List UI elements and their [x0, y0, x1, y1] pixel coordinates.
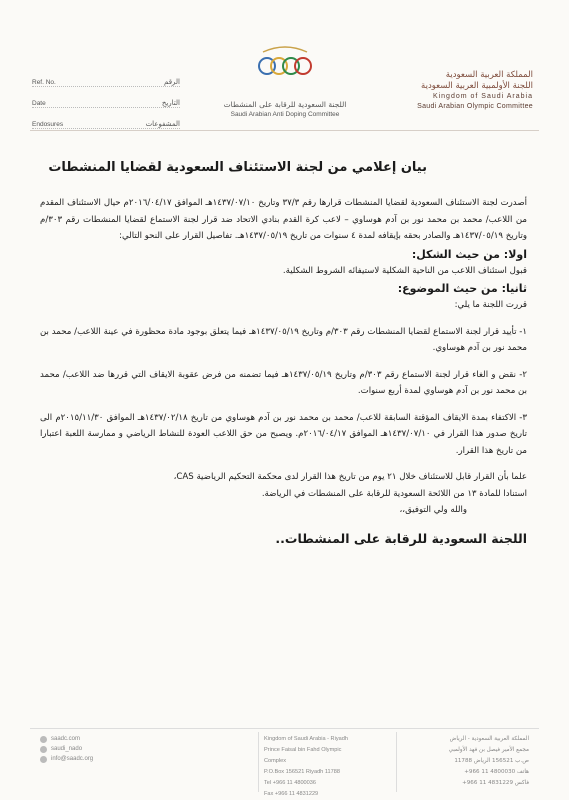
address-ar-line: المملكة العربية السعودية - الرياض: [449, 736, 529, 742]
olympic-committee-ar: اللجنة الأولمبية العربية السعودية: [421, 81, 533, 91]
address-en-line: Kingdom of Saudi Arabia - Riyadh: [264, 736, 348, 742]
signature-line: اللجنة السعودية للرقابة على المنشطات..: [275, 530, 527, 546]
reference-box: [32, 70, 180, 133]
address-ar-line: فاكس 4831229 11 966+: [462, 780, 529, 786]
olympic-committee-en: Saudi Arabian Olympic Committee: [417, 103, 533, 110]
committee-name-ar: اللجنة السعودية للرقابة على المنشطات: [223, 100, 347, 109]
ref-row: [32, 70, 180, 87]
globe-icon: [40, 736, 47, 743]
address-en-line: Fax +966 11 4831229: [264, 791, 319, 797]
email-row: [40, 754, 150, 764]
address-en-line: Tel +966 11 4800036: [264, 780, 316, 786]
website-row: [40, 734, 150, 744]
address-en-line: Prince Faisal bin Fahd Olympic Complex: [264, 747, 342, 764]
address-ar-line: ص.ب 156521 الرياض 11788: [454, 758, 529, 764]
footer-address-en: [264, 734, 364, 800]
organization-header: [363, 70, 533, 112]
address-ar-line: هاتف 4800030 11 966+: [464, 769, 529, 775]
footer-divider: [30, 728, 539, 729]
statement-title: بيان إعلامي من لجنة الاستئناف السعودية لقضايا المنشطات: [48, 160, 427, 175]
ref-label-ar: الرقم: [164, 78, 180, 86]
footer-separator: [258, 732, 259, 792]
footer-contact: [40, 734, 150, 764]
committee-logo-icon: [253, 44, 317, 84]
twitter-row: [40, 744, 150, 754]
email-link[interactable]: info@saadc.org: [51, 756, 94, 762]
date-label-en: Date: [32, 100, 46, 107]
appeal-note: علما بأن القرار قابل للاستئناف خلال ٢١ يوم من تاريخ هذا القرار لدى محكمة التحكيم الرياضية CAS،: [173, 472, 527, 482]
enclosures-label-ar: المشفوعات: [145, 120, 180, 128]
statement-body: [40, 160, 527, 546]
decision-intro: قررت اللجنة ما يلي:: [454, 300, 527, 310]
enclosures-label-en: Endosures: [32, 121, 64, 128]
intro-paragraph: أصدرت لجنة الاستئناف السعودية لقضايا المنشطات قرارها رقم ٣٧/٣ وتاريخ ١٤٣٧/٠٧/١٠هـ الموافق ٢٠١٦/٠٤/١٧م حيال الاستئناف المقدم من اللاعب/ محمد بن محمد نور بن آدم هوساوي – لاعب كرة القدم بنادي الاتحاد ضد قرار لجنة الاستماع لقضايا المنشطات رقم ٣٠٣/م وتاريخ ١٤٣٧/٠٥/١٩هـ والصادر بحقه بإيقافه لمدة ٤ سنوات من تاريخ ١٤٣٧/٠٥/١٩هـ. تفاصيل القرار على النحو التالي:: [40, 198, 527, 241]
legal-basis-note: استنادا للمادة ١٣ من اللائحة السعودية للرقابة على المنشطات في الرياضة.: [261, 488, 527, 499]
decision-item-2: ٢- نقض و الغاء قرار لجنة الاستماع رقم ٣٠٣/م وتاريخ ١٤٣٧/٠٥/١٩هـ فيما تضمنه من فرض عقوبة الايقاف التي قررها ضد اللاعب/ محمد بن محمد نور بن آدم هوساوي لمدة أربع سنوات.: [40, 369, 528, 396]
committee-caption: [190, 100, 380, 119]
decision-item-3: ٣- الاكتفاء بمدة الايقاف المؤقتة السابقة للاعب/ محمد بن محمد نور بن آدم هوساوي من تاريخ ١٤٣٧/٠٢/١٨هـ الموافق ٢٠١٥/١١/٣٠م الى تاريخ صدور هذا القرار في ١٤٣٧/٠٧/١٠هـ الموافق ٢٠١٦/٠٤/١٧م. ويصبح من حق اللاعب العودة للنشاط الرياضي و ممارسة اللعبة اعتبارا من تاريخ هذا القرار.: [40, 412, 528, 456]
website-link[interactable]: saadc.com: [51, 736, 81, 742]
kingdom-name-en: Kingdom of Saudi Arabia: [432, 93, 533, 100]
email-icon: [40, 756, 47, 763]
footer-address-ar: [399, 734, 529, 789]
form-paragraph: قبول استئناف اللاعب من الناحية الشكلية لاستيفائه الشروط الشكلية.: [282, 265, 527, 276]
header-divider: [30, 130, 539, 131]
date-row: [32, 91, 180, 108]
enclosures-row: [32, 112, 180, 129]
kingdom-name-ar: المملكة العربية السعودية: [445, 70, 533, 80]
twitter-handle[interactable]: saudi_nado: [51, 746, 83, 752]
section-heading-form: اولا: من حيث الشكل:: [411, 247, 527, 261]
committee-name-en: Saudi Arabian Anti Doping Committee: [230, 111, 340, 118]
ref-label-en: Ref. No.: [32, 79, 56, 86]
address-ar-line: مجمع الأمير فيصل بن فهد الأولمبي: [448, 747, 529, 753]
address-en-line: P.O.Box 156521 Riyadh 11788: [264, 769, 340, 775]
twitter-icon: [40, 746, 47, 753]
footer-separator: [396, 732, 397, 792]
date-label-ar: التاريخ: [161, 99, 180, 107]
section-heading-substance: ثانيا: من حيث الموضوع:: [397, 282, 527, 295]
decision-item-1: ١- تأييد قرار لجنة الاستماع لقضايا المنشطات رقم ٣٠٣/م وتاريخ ١٤٣٧/٠٥/١٩هـ فيما يتعلق بوجود مادة محظورة في عينة اللاعب/ محمد بن محمد نور بن آدم هوساوي.: [40, 326, 528, 353]
closing-line: والله ولي التوفيق،،: [399, 505, 467, 515]
